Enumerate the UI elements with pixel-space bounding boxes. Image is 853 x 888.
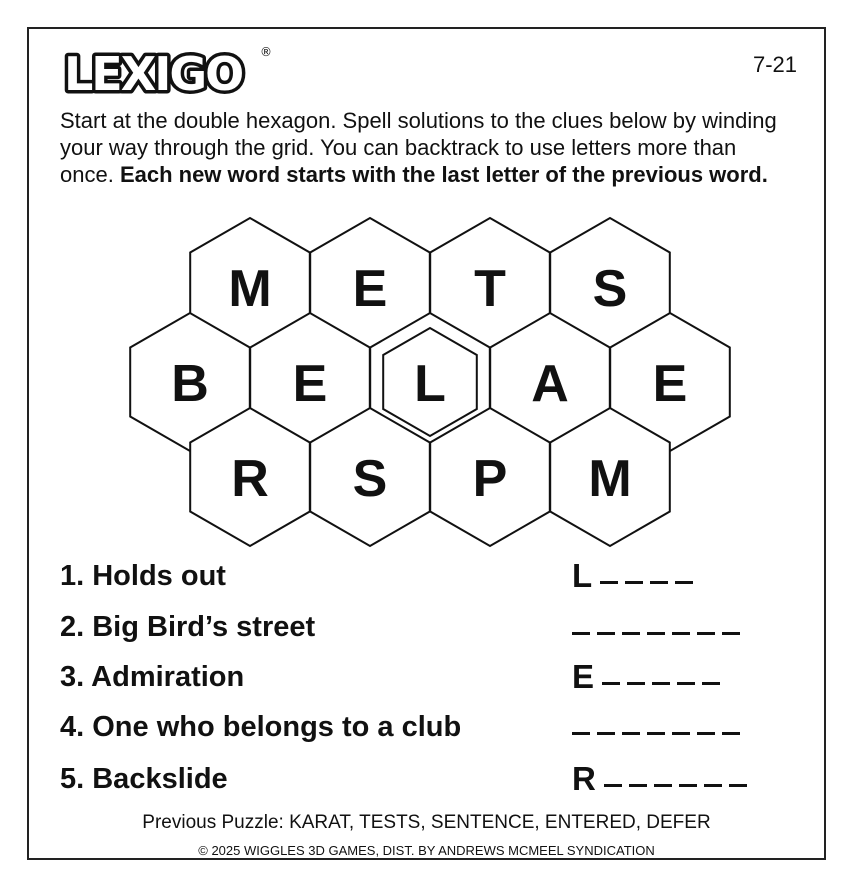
answer-blanks xyxy=(572,608,740,646)
answer-start-letter: R xyxy=(572,760,597,797)
answer-blank xyxy=(629,784,647,787)
answer-blank xyxy=(652,682,670,685)
clue-label: 3. Admiration xyxy=(60,661,245,693)
answer-blank xyxy=(602,682,620,685)
answer-blank xyxy=(647,732,665,735)
hex-letter: S xyxy=(592,260,628,318)
answer-blank xyxy=(672,632,690,635)
answer-blanks xyxy=(572,708,740,746)
puzzle-id: 7-21 xyxy=(752,52,797,77)
hex-letter: M xyxy=(588,450,632,508)
logo-text: LEXIGO xyxy=(64,47,243,101)
answer-blank xyxy=(604,784,622,787)
clue-label: 5. Backslide xyxy=(60,763,228,795)
answer-blank xyxy=(647,632,665,635)
answer-blank xyxy=(597,732,615,735)
answer-start-letter: L xyxy=(572,557,594,594)
hex-letter: L xyxy=(414,355,446,413)
hex-letter: T xyxy=(474,260,506,318)
instructions-bold: Each new word starts with the last letter of the previous word. xyxy=(119,162,768,187)
answer-blanks xyxy=(572,557,693,595)
hex-letter: E xyxy=(292,355,328,413)
answer-blank xyxy=(702,682,720,685)
hex-letter: E xyxy=(352,260,388,318)
answer-blank xyxy=(627,682,645,685)
answer-blank xyxy=(697,632,715,635)
answer-blank xyxy=(572,732,590,735)
hex-letter: M xyxy=(228,260,272,318)
answer-blank xyxy=(622,632,640,635)
answer-blank xyxy=(722,732,740,735)
instructions-plain: Start at the double hexagon. Spell solutions to the clues below by winding your way through the grid. You can backtrack to use letters more than once. xyxy=(60,108,777,187)
clue-label: 2. Big Bird’s street xyxy=(60,611,316,643)
clue-label: 4. One who belongs to a club xyxy=(60,711,462,743)
answer-blank xyxy=(697,732,715,735)
answer-blank xyxy=(677,682,695,685)
answer-blank xyxy=(675,581,693,584)
answer-blanks xyxy=(572,760,747,798)
answer-blank xyxy=(622,732,640,735)
answer-blank xyxy=(654,784,672,787)
hex-letter: P xyxy=(472,450,508,508)
hex-letter: R xyxy=(231,450,269,508)
answer-blank xyxy=(704,784,722,787)
answer-blank xyxy=(672,732,690,735)
answer-blank xyxy=(600,581,618,584)
registered-mark: ® xyxy=(260,45,272,59)
answer-blank xyxy=(679,784,697,787)
answer-blank xyxy=(722,632,740,635)
answer-blank xyxy=(729,784,747,787)
hex-letter: E xyxy=(652,355,688,413)
answer-blank xyxy=(597,632,615,635)
hex-letter: A xyxy=(531,355,569,413)
copyright: © 2025 WIGGLES 3D GAMES, DIST. BY ANDREWS MCMEEL SYNDICATION xyxy=(198,843,655,858)
hex-letter: B xyxy=(171,355,209,413)
answer-blank xyxy=(650,581,668,584)
clue-label: 1. Holds out xyxy=(60,560,226,592)
answer-blank xyxy=(625,581,643,584)
answer-start-letter: E xyxy=(572,658,596,695)
previous-puzzle: Previous Puzzle: KARAT, TESTS, SENTENCE, ENTERED, DEFER xyxy=(142,812,711,833)
hex-letter: S xyxy=(352,450,388,508)
answer-blank xyxy=(572,632,590,635)
answer-blanks xyxy=(572,658,720,696)
